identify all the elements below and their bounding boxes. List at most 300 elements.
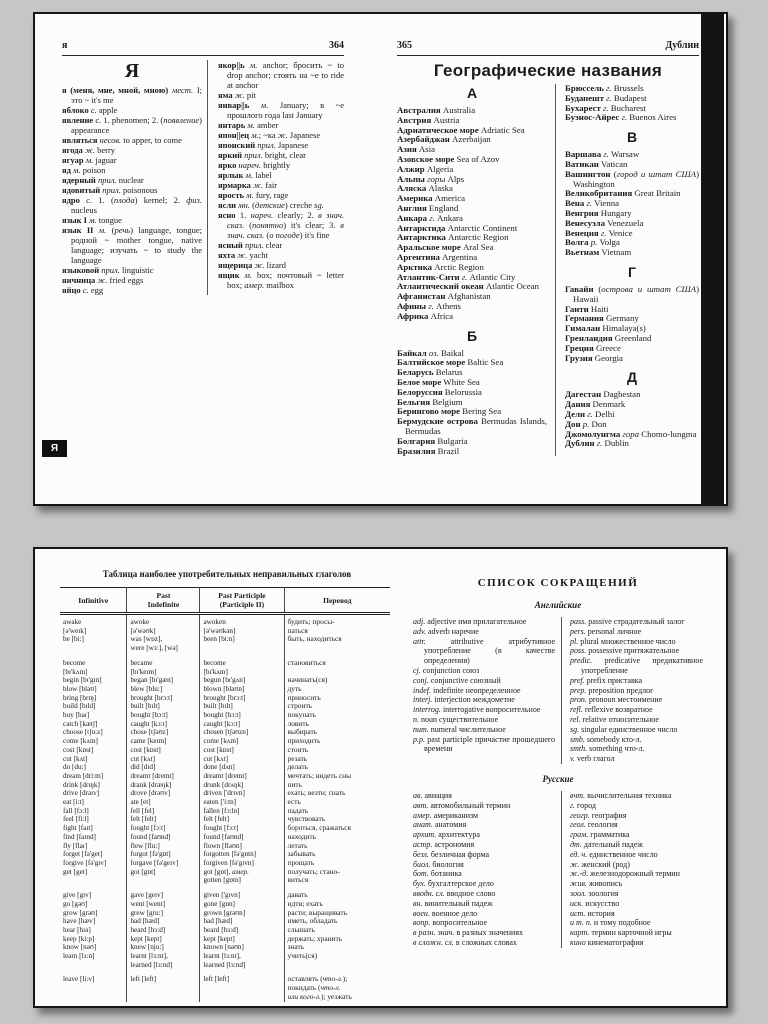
verb-cell: иметь, обладать [284,917,390,926]
geo-entry: Дон р. Don [565,418,607,429]
verb-cell: left [left] [127,969,200,1001]
verb-cell: blow [bləʊ] [63,684,97,693]
verbs-column-header: Past Participle (Participle II) [200,588,284,614]
geo-entry: Белое море White Sea [397,376,480,387]
dictionary-columns [62,60,344,295]
abbreviations-page [413,577,703,948]
geo-entry: Берингово море Bering Sea [397,406,502,417]
abbreviation-entry: pl. plural множественное число [570,636,676,646]
verb-row [60,728,390,737]
abbreviation-entry: иск. искусство [570,898,620,908]
verb-cell: leave [li:v] [63,975,95,984]
geo-entry: Вена г. Vienna [565,198,620,209]
abbreviation-entry: кино кинематография [570,937,644,947]
verb-cell: становиться [284,653,390,676]
verb-cell: fall [fɔ:l] [63,806,89,815]
entries-container [62,85,202,295]
verb-cell: grown [grəʊn] [200,909,284,918]
english-abbrev-column-1 [413,617,555,764]
verb-cell: давать [284,885,390,900]
dictionary-entry: якор||ь м. anchor; бросить ~ to drop anchor; стоять на ~е to ride at anchor [218,60,344,90]
english-abbrev-column-2 [561,617,703,764]
verb-cell: dream [dri:m] [63,771,104,780]
verb-cell: give [gɪv] [63,891,92,900]
verb-cell: мечтать; видеть сны [284,772,390,781]
verb-cell: dreamt [dremt] [127,772,200,781]
verb-cell: bought [bɔ:t] [127,711,200,720]
verb-row [60,952,390,969]
verb-row [60,772,390,781]
verb-cell: покупать [284,711,390,720]
abbreviation-entry: архит. архитектура [413,830,480,840]
verb-row [60,676,390,685]
geo-entry: Африка Africa [397,310,454,321]
letter-heading: Г [628,263,636,280]
verb-cell: fly [flaɪ] [63,841,88,850]
verb-cell: known [nəʊn] [200,943,284,952]
geo-entry: Джомолунгма гора Chomo-lungma [565,428,697,439]
thumb-index-tab: Я [42,440,67,457]
english-abbrev-columns [413,617,703,764]
irregular-verbs-page [57,569,397,1002]
verb-cell: forgot [fə'gɒt] [127,850,200,859]
verb-row [60,850,390,859]
verb-cell: blown [bləʊn] [200,685,284,694]
verb-cell: начинать(ся) [284,676,390,685]
geo-entry: Греция Greece [565,342,621,353]
verb-cell: flown [fləʊn] [200,842,284,851]
dictionary-entry: ящерица ж. lizard [218,260,286,270]
verb-cell: awake [ə'weɪk] [63,618,87,635]
verb-cell: felt [felt] [200,815,284,824]
russian-section-label: Русские [542,773,574,784]
verb-cell: come [kʌm] [63,737,98,746]
geo-entry: Вашингтон (город и штат США) Washington [565,168,699,189]
verbs-table-title: Таблица наиболее употребительных неправильных глаголов [102,569,352,579]
verb-cell: know [nəʊ] [63,943,97,952]
verb-cell: летать [284,842,390,851]
geo-entry: Антарктика Antarctic Region [397,232,509,243]
russian-abbrev-column-2 [561,791,703,948]
running-head-365 [397,40,699,56]
verb-cell: given ['gɪvn] [200,885,284,900]
verb-row [60,868,390,885]
geo-entry: Гренландия Greenland [565,332,652,343]
geo-entry: Бермудские острова Bermudas Islands, Bermudas [397,416,547,436]
verb-row [60,720,390,729]
verb-cell: идти; ехать [284,900,390,909]
geo-entry: Бухарест г. Bucharest [565,102,646,113]
verbs-header-row [60,588,390,614]
verb-row [60,789,390,798]
verb-cell: drunk [drʌŋk] [200,781,284,790]
verb-cell: приносить [284,694,390,703]
geo-entry: Атлантический океан Atlantic Ocean [397,281,539,292]
abbreviation-entry: жив. живопись [570,879,623,889]
verb-cell: forget [fə'get] [63,850,103,859]
verb-cell: forgotten [fə'gɒtn] [200,850,284,859]
page-364 [62,40,344,295]
verb-cell: cut [kʌt] [200,755,284,764]
geo-entry: Брюссель г. Brussels [565,83,644,93]
verb-row [60,746,390,755]
verb-row [60,885,390,900]
verb-cell: feel [fi:l] [63,815,89,824]
abbreviation-entry: бот. ботаника [413,869,462,879]
verb-cell: eat [i:t] [63,798,84,807]
verb-cell: flew [flu:] [127,842,200,851]
geo-entry: Венеция г. Venice [565,227,633,238]
letter-heading: А [466,85,478,101]
dictionary-entry: японский прил. Japanese [218,140,309,150]
top-book-spread [33,12,728,506]
abbreviation-entry: вопр. вопросительное [413,918,488,928]
verb-cell: drank [dræŋk] [127,781,200,790]
geo-entry: Дели г. Delhi [565,408,615,419]
dictionary-entry: ясли мн. (детские) creche sg. [218,200,324,210]
abbreviation-entry: г. город [570,800,596,810]
verb-row [60,833,390,842]
geo-entry: Будапешт г. Budapest [565,92,647,103]
geo-entry: Ватикан Vatican [565,158,628,169]
verb-cell: учить(ся) [284,952,390,969]
verb-cell: kept [kept] [127,935,200,944]
geo-entry: Бельгия Belgium [397,396,463,407]
verb-row [60,614,390,636]
dictionary-entry: яркий прил. bright, clear [218,150,306,160]
geo-entry: Болгария Bulgaria [397,435,468,446]
verb-cell: пить [284,781,390,790]
geo-entry: Анкара г. Ankara [397,212,463,223]
verb-cell: be [bi:] [63,635,84,644]
verb-cell: catch [kætʃ] [63,719,98,728]
abbreviation-entry: v. verb глагол [570,754,615,764]
geo-entry: Беларусь Belarus [397,367,463,378]
abbreviation-entry: и т. п. и тому подобное [570,918,651,928]
bottom-book-spread [33,547,728,1008]
abbreviation-entry: poss. possessive притяжательное [570,646,680,656]
russian-abbrev-columns [413,791,703,948]
verb-cell: awoken [ə'wəʊkən] [200,614,284,636]
abbreviation-entry: в сложн. сл. в сложных словах [413,937,517,947]
geo-entry: Англия England [397,202,459,213]
geo-entry: Алжир Algeria [397,163,454,174]
abbreviation-entry: дт. дательный падеж [570,839,643,849]
abbreviation-entry: pers. personal личное [570,626,642,636]
dictionary-entry: ясно 1. нареч. clearly; 2. в знач. сказ. (понятно) it's clear; 3. в знач. сказ. (о погоде) it's fine [218,210,345,240]
verb-row [60,909,390,918]
abbreviation-entry: авт. автомобильный термин [413,800,511,810]
geo-entry: Гаити Haiti [565,303,609,314]
verb-cell: chosen [tʃəʊzn] [200,728,284,737]
verb-row [60,943,390,952]
dictionary-entry: ягода ж. berry [62,145,116,155]
abbreviation-entry: interrog. interrogative вопросительное [413,705,541,715]
verb-cell: быть, находиться [284,635,390,652]
verb-cell: grew [gru:] [127,909,200,918]
dictionary-entry: ясный прил. clear [218,240,283,250]
geo-entry: Арктика Arctic Region [397,261,484,272]
english-section-label: Английские [534,600,582,610]
abbreviation-entry: pron. pronoun местоимение [570,695,663,705]
geo-entry: Австрия Austria [397,114,460,125]
verb-cell: приходить [284,737,390,746]
verb-cell: ловить [284,720,390,729]
abbreviation-entry: карт. термин карточной игры [570,928,672,938]
abbreviation-entry: refl. reflexive возвратное [570,705,653,715]
geo-entry: Азия Asia [397,144,436,155]
russian-abbrev-column-1 [413,791,555,948]
verb-cell: begin [bɪ'gɪn] [63,676,102,685]
geo-entry: Байкал оз. Baikal [397,347,464,358]
verb-cell: caught [kɔ:t] [127,720,200,729]
geo-entry: Грузия Georgia [565,352,623,363]
geo-entry: Белоруссия Belorussia [397,386,482,397]
geo-entry: Волга р. Volga [565,237,620,248]
dictionary-entry: яблоко с. apple [62,105,118,115]
verb-cell: driven ['drɪvn] [200,789,284,798]
verb-cell: come [kʌm] [200,737,284,746]
verb-cell: begun [bɪ'gʌn] [200,676,284,685]
geo-entry: Альпы горы Alps [397,173,465,184]
verb-cell: built [bɪlt] [127,702,200,711]
verb-row [60,702,390,711]
dictionary-column-1 [62,60,202,295]
verb-row [60,635,390,652]
dictionary-entry: явление с. 1. phenomen; 2. (появление) appearance [62,115,202,135]
dictionary-entry: ярко нареч. brightly [218,160,291,170]
verb-cell: bought [bɔ:t] [200,711,284,720]
verb-row [60,935,390,944]
geo-entry: Гималаи Himalaya(s) [565,323,646,334]
verb-cell: done [dʌn] [200,763,284,772]
dictionary-entry: яичница ж. fried eggs [62,275,144,285]
verb-cell: прощать [284,859,390,868]
page-number-365: 365 [397,40,412,51]
abbreviation-entry: prep. preposition предлог [570,685,654,695]
verb-cell: had [hæd] [127,917,200,926]
verb-row [60,917,390,926]
geo-entry: Америка America [397,193,466,204]
geo-entry: Аляска Alaska [397,183,453,194]
verb-cell: hear [hɪə] [63,925,91,934]
abbreviation-entry: ист. история [570,908,615,918]
verb-cell: heard [hɜ:d] [127,926,200,935]
dictionary-entry: ягуар м. jaguar [62,155,117,165]
verb-cell: became [bɪ'keɪm] [127,653,200,676]
verbs-table-head [60,588,390,614]
dictionary-entry: я (меня, мне, мной, мною) мест. I; это ~ it's me [62,85,203,105]
abbreviation-entry: n. noun существительное [413,714,499,724]
verb-cell: grow [grəʊ] [63,908,98,917]
verb-cell: расти; выращивать [284,909,390,918]
verb-cell: fought [fɔ:t] [127,824,200,833]
abbreviation-entry: smth. something что-л. [570,744,645,754]
verb-row [60,694,390,703]
abbreviation-entry: амер. американизм [413,810,479,820]
geo-entry: Адриатическое море Adriatic Sea [397,124,525,135]
geo-entry: Бразилия Brazil [397,445,460,456]
verb-cell: cost [kɒst] [63,745,94,754]
verb-cell: heard [hɜ:d] [200,926,284,935]
verb-cell: ехать; везти; гнать [284,789,390,798]
verb-row [60,685,390,694]
geo-entry: Афганистан Afghanistan [397,291,491,302]
verb-cell: found [faʊnd] [127,833,200,842]
verb-cell: get [get] [63,867,88,876]
abbreviation-entry: adv. adverb наречие [413,626,479,636]
geo-entry: Буэнос-Айрес г. Buenos Aires [565,112,677,123]
abbreviation-entry: cj. conjunction союз [413,665,480,675]
verb-cell: awoke [ə'wəʊk] [127,614,200,636]
verb-cell: blew [blu:] [127,685,200,694]
geo-entry: Дания Denmark [565,399,626,410]
geo-columns [397,84,699,456]
abbreviation-entry: sg. singular единственное число [570,724,678,734]
verb-cell: came [keɪm] [127,737,200,746]
verb-cell: got [gɒt] [127,868,200,885]
abbreviation-entry: indef. indefinite неопределенное [413,685,521,695]
verb-cell: learn [lɜ:n] [63,952,95,961]
verb-cell: become [bɪ'kʌm] [200,653,284,676]
verb-cell: left [left] [200,969,284,1001]
verb-cell: got [gɒt], амер. gotten [gɒtn] [200,868,284,885]
geo-entry: Австралия Australia [397,105,476,115]
abbreviation-entry: ж.-д. железнодорожный термин [570,869,680,879]
geo-entry: Балтийское море Baltic Sea [397,357,504,368]
abbreviation-entry: зоол. зоология [570,888,619,898]
geo-entry: Венгрия Hungary [565,207,632,218]
verb-cell: kept [kept] [200,935,284,944]
verb-cell: забывать [284,850,390,859]
abbreviation-entry: ед. ч. единственное число [570,849,658,859]
running-head-364 [62,40,344,56]
verb-row [60,755,390,764]
verb-cell: получать; стано- виться [284,868,390,885]
dictionary-entry: ярлык м. label [218,170,272,180]
dictionary-entry: языковой прил. linguistic [62,265,154,275]
verb-cell: cut [kʌt] [63,754,88,763]
verb-cell: have [hæv] [63,917,96,926]
dictionary-entry: являться несов. to apper, to come [62,135,182,145]
abbreviation-entry: анат. анатомия [413,820,467,830]
runhead-word: Дублин [665,40,699,51]
abbreviation-entry: безл. безличная форма [413,849,490,859]
geo-entry: Венесуэла Venezuela [565,217,644,228]
abbreviation-entry: conj. conjunctive союзный [413,675,501,685]
verb-cell: chose [tʃəʊz] [127,728,200,737]
verb-cell: been [bi:n] [200,635,284,652]
verb-cell: find [faɪnd] [63,832,96,841]
geo-entry: Великобритания Great Britain [565,188,681,199]
verb-cell: падать [284,807,390,816]
abbreviation-entry: ж. женский (род) [570,859,630,869]
abbreviation-entry: биол. биология [413,859,464,869]
thumb-index-band [701,14,724,504]
verb-cell: dreamt [dremt] [200,772,284,781]
verb-cell: cost [kɒst] [127,746,200,755]
geo-entry: Вьетнам Vietnam [565,247,632,258]
dictionary-entry: яйцо с. egg [62,285,104,295]
dictionary-entry: ядовитый прил. poisonous [62,185,158,195]
verb-row [60,711,390,720]
dictionary-entry: янтарь м. amber [218,120,279,130]
page-365 [397,40,699,456]
dictionary-entry: язык I м. tongue [62,215,122,225]
abbreviation-entry: predic. predicative предикативное употребление [570,656,703,675]
verb-cell: do [du:] [63,763,86,772]
verb-cell: forgiven [fə'gɪvn] [200,859,284,868]
abbreviation-entry: воен. военное дело [413,908,478,918]
abbreviation-entry: pref. prefix приставка [570,675,643,685]
geo-entry: Аральское море Aral Sea [397,242,494,253]
verb-cell: ate [et] [127,798,200,807]
geo-entry: Дагестан Daghestan [565,389,641,400]
geo-entry: Дублин г. Dublin [565,438,629,449]
runhead-letter: я [62,40,68,51]
verb-cell: choose [tʃu:z] [63,728,103,737]
verb-cell: drive [draɪv] [63,789,100,798]
geo-column-1 [397,84,547,456]
dictionary-entry: яхта ж. yacht [218,250,268,260]
verbs-table-body [60,614,390,1002]
verb-cell: fallen [fɔ:ln] [200,807,284,816]
abbreviation-entry: вн. винительный падеж [413,898,493,908]
letter-heading: Д [627,369,637,386]
verb-cell: делать [284,763,390,772]
abbreviation-entry: вчт. вычислительная техника [570,790,672,800]
dictionary-entry: язык II м. (речь) language, tongue; родной ~ mother tongue, native language; изучать ~ to study the language [62,225,202,265]
abbreviation-entry: adj. adjective имя прилагательное [413,617,527,626]
dictionary-entry: яд м. poison [62,165,106,175]
geo-entry: Гавайи (острова и штат США) Hawaii [565,283,699,304]
abbreviation-entry: вводн. сл. вводное слово [413,888,496,898]
verb-cell: drink [drɪŋk] [63,780,100,789]
geo-column-2 [555,84,699,456]
verb-cell: бороться, сражаться [284,824,390,833]
geo-entry: Аргентина Argentina [397,251,478,262]
verb-cell: go [gəʊ] [63,899,88,908]
verb-cell: cut [kʌt] [127,755,200,764]
verb-cell: build [bɪld] [63,702,96,711]
verb-cell: находить [284,833,390,842]
verb-cell: оставлять (что-л.); покидать (что-л. или кого-л.); уезжать [284,969,390,1001]
verb-cell: forgive [fə'gɪv] [63,858,107,867]
verb-cell: будить; просы- паться [284,614,390,636]
abbreviations-title: СПИСОК СОКРАЩЕНИЙ [477,577,639,589]
geo-entry: Азербайджан Azerbaijan [397,134,491,145]
abbreviation-entry: геогр. география [570,810,627,820]
verb-cell: buy [baɪ] [63,711,90,720]
verb-cell: had [hæd] [200,917,284,926]
abbreviation-entry: астр. астрономия [413,839,475,849]
irregular-verbs-table [60,587,390,1002]
verb-cell: learnt [lɜ:nt], learned [lɜ:nd] [200,952,284,969]
verb-cell: forgave [fə'geɪv] [127,859,200,868]
verb-cell: found [faʊnd] [200,833,284,842]
verb-cell: знать [284,943,390,952]
verbs-column-header: Past Indefinite [127,588,200,614]
verb-cell: fight [faɪt] [63,824,93,833]
verb-cell: brought [brɔ:t] [127,694,200,703]
verb-cell: felt [felt] [127,815,200,824]
dictionary-entry: ярмарка ж. fair [218,180,278,190]
section-letter-title: Я [124,60,140,82]
dictionary-entry: ярость м. fury, rage [218,190,289,200]
verb-cell: began [bɪ'gæn] [127,676,200,685]
verb-row [60,798,390,807]
geo-entry: Афины г. Athens [397,300,461,311]
